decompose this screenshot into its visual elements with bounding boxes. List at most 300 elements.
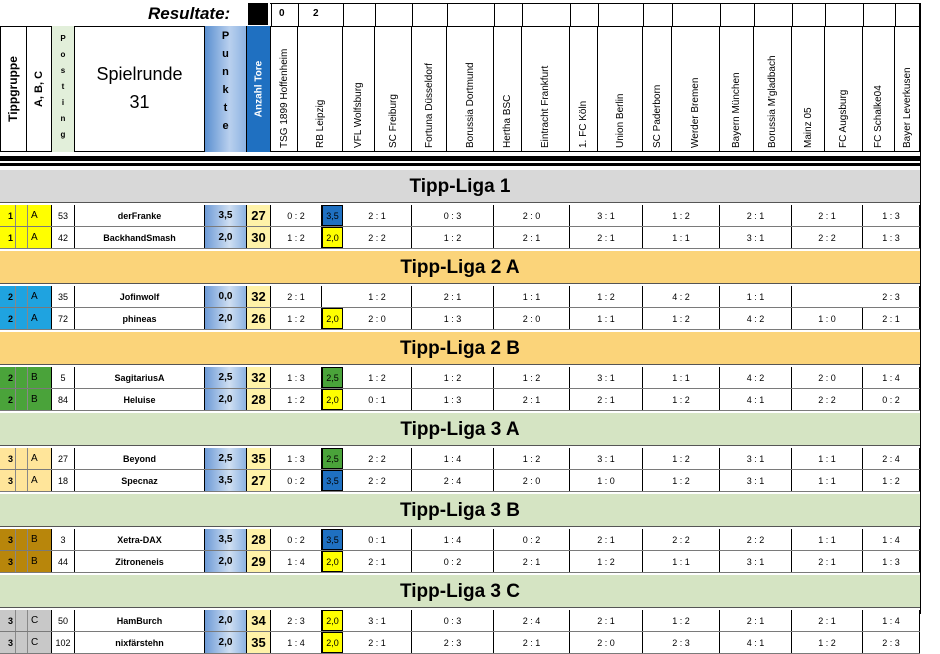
results-top-divider — [343, 3, 344, 26]
header-divider-2 — [0, 163, 920, 166]
row-divider — [0, 248, 920, 249]
group-number: 2 — [0, 286, 16, 307]
player-name: nixfärstehn — [75, 632, 205, 653]
punkte-value: 2,5 — [205, 448, 247, 469]
group-letter: A — [27, 448, 52, 469]
group-letter-pad — [16, 389, 27, 410]
player-name: Xetra-DAX — [75, 529, 205, 550]
punkte-value: 3,5 — [205, 529, 247, 550]
anzahl-tore-value: 27 — [247, 470, 271, 491]
tip-score: 1 : 2 — [494, 367, 570, 388]
tip-score: 0 : 2 — [271, 529, 322, 550]
tip-score: 1 : 3 — [271, 448, 322, 469]
posting-header-char: g — [60, 130, 66, 139]
group-number: 1 — [0, 227, 16, 248]
league-title: Tipp-Liga 3 B — [400, 499, 520, 521]
anzahl-tore-value: 35 — [247, 448, 271, 469]
results-top-divider — [825, 3, 826, 26]
punkte-value: 2,0 — [205, 389, 247, 410]
league-header — [0, 251, 920, 284]
tip-score: 1 : 1 — [720, 286, 792, 307]
tip-score: 2 : 0 — [494, 470, 570, 491]
anzahl-tore-value: 29 — [247, 551, 271, 572]
league-title: Tipp-Liga 2 A — [400, 256, 520, 278]
tip-score: 4 : 1 — [720, 632, 792, 653]
tip-score: 1 : 3 — [863, 551, 920, 572]
tip-score: 1 : 3 — [271, 367, 322, 388]
tip-score: 2 : 1 — [494, 632, 570, 653]
bonus-points: 2,0 — [322, 308, 343, 329]
tip-score: 2 : 0 — [343, 308, 412, 329]
results-top-divider — [375, 3, 376, 26]
group-letter-pad — [16, 205, 27, 226]
tip-score: 1 : 2 — [643, 610, 720, 631]
tip-score: 2 : 0 — [792, 367, 863, 388]
team-name: Eintracht Frankfurt — [540, 65, 551, 148]
anzahl-tore-value: 30 — [247, 227, 271, 248]
group-letter-pad — [16, 551, 27, 572]
tip-score: 2 : 1 — [412, 286, 494, 307]
tippgruppe-header — [0, 26, 27, 152]
tip-score: 1 : 2 — [271, 389, 322, 410]
punkte-value: 2,0 — [205, 610, 247, 631]
tip-score: 1 : 2 — [863, 470, 920, 491]
tip-score: 1 : 0 — [570, 470, 643, 491]
tip-score: 1 : 4 — [271, 632, 322, 653]
player-name: phineas — [75, 308, 205, 329]
results-top-divider — [863, 3, 864, 26]
posting-count: 42 — [52, 227, 75, 248]
tip-score: 1 : 1 — [792, 470, 863, 491]
team-name: Fortuna Düsseldorf — [423, 62, 435, 148]
tip-score: 0 : 2 — [863, 389, 920, 410]
result-value-2: 2 — [313, 8, 319, 19]
league-title: Tipp-Liga 3 C — [400, 580, 520, 602]
team-name: Union Berlin — [614, 93, 626, 148]
group-number: 3 — [0, 551, 16, 572]
anzahl-tore-value: 35 — [247, 632, 271, 653]
tip-score: 1 : 2 — [412, 227, 494, 248]
league-title: Tipp-Liga 3 A — [400, 418, 520, 440]
tip-score: 2 : 3 — [271, 610, 322, 631]
tip-score: 2 : 4 — [863, 448, 920, 469]
bonus-points: 2,0 — [322, 389, 343, 410]
tip-score: 2 : 1 — [570, 389, 643, 410]
punkte-value: 2,0 — [205, 227, 247, 248]
tip-score: 1 : 3 — [863, 227, 920, 248]
group-letter-pad — [16, 632, 27, 653]
league-header — [0, 575, 920, 608]
posting-count: 18 — [52, 470, 75, 491]
punkte-value: 2,0 — [205, 632, 247, 653]
tip-score: 0 : 1 — [343, 389, 412, 410]
tip-score: 4 : 2 — [720, 367, 792, 388]
posting-count: 50 — [52, 610, 75, 631]
tip-score: 2 : 2 — [720, 529, 792, 550]
anzahl-tore-value: 27 — [247, 205, 271, 226]
results-top-frame — [270, 3, 920, 26]
tip-score: 3 : 1 — [570, 367, 643, 388]
anzahl-tore-header — [247, 26, 271, 152]
tip-score: 2 : 1 — [494, 227, 570, 248]
tip-score: 0 : 2 — [271, 205, 322, 226]
posting-header-char: o — [60, 50, 66, 59]
tip-score: 2 : 1 — [863, 308, 920, 329]
anzahl-tore-value: 28 — [247, 389, 271, 410]
punkte-value: 3,5 — [205, 205, 247, 226]
team-name: FC Augsburg — [838, 89, 849, 148]
team-header — [522, 26, 570, 152]
tip-score: 3 : 1 — [343, 610, 412, 631]
tip-score: 2 : 4 — [412, 470, 494, 491]
player-name: derFranke — [75, 205, 205, 226]
posting-header — [52, 26, 75, 152]
spielrunde-header — [75, 26, 205, 152]
bonus-points: 2,0 — [322, 632, 343, 653]
anzahl-tore-label: Anzahl Tore — [253, 60, 264, 118]
tip-score: 2 : 4 — [494, 610, 570, 631]
team-header — [754, 26, 792, 152]
team-header — [643, 26, 672, 152]
tip-score: 3 : 1 — [720, 551, 792, 572]
tip-score: 1 : 2 — [643, 470, 720, 491]
abc-header — [27, 26, 52, 152]
tip-score: 2 : 1 — [792, 610, 863, 631]
tip-score: 3 : 1 — [720, 227, 792, 248]
bonus-points: 3,5 — [322, 529, 343, 550]
league-title: Tipp-Liga 2 B — [400, 337, 520, 359]
tip-score: 0 : 3 — [412, 610, 494, 631]
punkte-value: 2,0 — [205, 551, 247, 572]
player-name: SagitariusA — [75, 367, 205, 388]
group-letter-pad — [16, 448, 27, 469]
tip-score: 2 : 3 — [863, 632, 920, 653]
tip-score: 1 : 4 — [863, 529, 920, 550]
league-header — [0, 413, 920, 446]
tip-score: 1 : 3 — [412, 308, 494, 329]
spielrunde-number: 31 — [129, 92, 150, 112]
group-letter: A — [27, 470, 52, 491]
results-top-divider — [271, 3, 272, 26]
punkte-value: 0,0 — [205, 286, 247, 307]
team-header — [672, 26, 720, 152]
player-name: Heluise — [75, 389, 205, 410]
player-name: BackhandSmash — [75, 227, 205, 248]
anzahl-tore-value: 34 — [247, 610, 271, 631]
league-header — [0, 494, 920, 527]
bonus-points: 2,5 — [322, 367, 343, 388]
team-header — [271, 26, 298, 152]
group-number: 2 — [0, 308, 16, 329]
anzahl-tore-value: 32 — [247, 367, 271, 388]
tip-score: 4 : 2 — [643, 286, 720, 307]
tip-score: 2 : 0 — [494, 308, 570, 329]
team-header — [720, 26, 754, 152]
posting-header-char: n — [60, 114, 66, 123]
group-letter: B — [27, 551, 52, 572]
posting-count: 102 — [52, 632, 75, 653]
tip-score: 1 : 1 — [792, 529, 863, 550]
group-letter-pad — [16, 308, 27, 329]
team-name: Hertha BSC — [502, 94, 513, 148]
punkte-value: 2,5 — [205, 367, 247, 388]
team-name: Bayer Leverkusen — [901, 67, 913, 148]
row-divider — [0, 329, 920, 330]
tip-score: 1 : 2 — [494, 448, 570, 469]
posting-count: 72 — [52, 308, 75, 329]
tip-score: 0 : 2 — [412, 551, 494, 572]
tip-score: 2 : 1 — [343, 205, 412, 226]
group-letter: C — [27, 632, 52, 653]
team-name: TSG 1899 Hoffenheim — [278, 48, 290, 148]
tip-score: 1 : 2 — [643, 308, 720, 329]
bonus-points: 3,5 — [322, 205, 343, 226]
results-top-divider — [522, 3, 523, 26]
row-divider — [0, 572, 920, 573]
tip-score: 1 : 2 — [343, 286, 412, 307]
results-top-divider — [643, 3, 644, 26]
team-header — [412, 26, 447, 152]
tip-score: 0 : 2 — [271, 470, 322, 491]
team-name: 1. FC Köln — [578, 100, 589, 148]
posting-header-char: s — [60, 66, 66, 75]
group-number: 3 — [0, 470, 16, 491]
tip-score: 1 : 2 — [643, 205, 720, 226]
punkte-header-char: e — [222, 120, 229, 132]
tip-score: 2 : 1 — [494, 551, 570, 572]
tip-score: 2 : 2 — [343, 227, 412, 248]
results-top-divider — [672, 3, 673, 26]
tip-score: 1 : 2 — [570, 286, 643, 307]
group-letter-pad — [16, 286, 27, 307]
group-number: 1 — [0, 205, 16, 226]
team-name: Mainz 05 — [802, 107, 814, 148]
tip-score: 2 : 2 — [792, 389, 863, 410]
group-letter: C — [27, 610, 52, 631]
group-letter-pad — [16, 529, 27, 550]
result-value-1: 0 — [279, 8, 285, 19]
posting-count: 53 — [52, 205, 75, 226]
tip-score: 1 : 2 — [271, 227, 322, 248]
tip-score: 1 : 2 — [570, 551, 643, 572]
team-name: Bayern München — [731, 72, 742, 148]
results-top-divider — [412, 3, 413, 26]
group-letter-pad — [16, 367, 27, 388]
tip-score: 1 : 4 — [412, 448, 494, 469]
resultate-black-box — [248, 3, 268, 25]
group-number: 3 — [0, 632, 16, 653]
tip-score: 2 : 1 — [792, 205, 863, 226]
results-top-divider — [298, 3, 299, 26]
punkte-header-char: u — [222, 48, 229, 60]
group-letter: B — [27, 529, 52, 550]
team-name: RB Leipzig — [314, 99, 326, 148]
punkte-header-char: k — [222, 84, 229, 96]
anzahl-tore-value: 32 — [247, 286, 271, 307]
tip-score: 2 : 3 — [863, 286, 920, 307]
player-name: Jofinwolf — [75, 286, 205, 307]
tip-score: 1 : 4 — [863, 367, 920, 388]
bonus-points: 3,5 — [322, 470, 343, 491]
tip-score: 2 : 1 — [720, 205, 792, 226]
tip-score: 1 : 4 — [412, 529, 494, 550]
group-number: 2 — [0, 367, 16, 388]
group-letter: A — [27, 205, 52, 226]
group-letter-pad — [16, 610, 27, 631]
group-letter: A — [27, 308, 52, 329]
group-number: 3 — [0, 448, 16, 469]
tip-score: 1 : 1 — [643, 551, 720, 572]
posting-count: 27 — [52, 448, 75, 469]
tip-score: 2 : 3 — [412, 632, 494, 653]
punkte-header-char: P — [221, 30, 230, 42]
bonus-points: 2,0 — [322, 227, 343, 248]
tip-score: 1 : 2 — [343, 367, 412, 388]
tip-score: 2 : 2 — [792, 227, 863, 248]
team-header — [494, 26, 522, 152]
posting-count: 44 — [52, 551, 75, 572]
tip-score: 2 : 2 — [643, 529, 720, 550]
punkte-header-char: t — [223, 102, 228, 114]
tip-score: 1 : 3 — [863, 205, 920, 226]
bonus-points: 2,5 — [322, 448, 343, 469]
group-letter-pad — [16, 227, 27, 248]
results-top-divider — [895, 3, 896, 26]
resultate-label: Resultate: — [148, 4, 231, 23]
tip-score: 1 : 2 — [792, 632, 863, 653]
team-header — [792, 26, 825, 152]
posting-count: 84 — [52, 389, 75, 410]
tip-score: 2 : 1 — [570, 227, 643, 248]
tip-score: 1 : 1 — [643, 227, 720, 248]
team-header — [863, 26, 895, 152]
tip-score: 1 : 1 — [494, 286, 570, 307]
results-top-divider — [920, 3, 921, 26]
results-top-divider — [570, 3, 571, 26]
tip-score: 1 : 2 — [643, 389, 720, 410]
posting-header-char: i — [61, 98, 65, 107]
posting-count: 3 — [52, 529, 75, 550]
tip-score: 2 : 3 — [643, 632, 720, 653]
tip-score: 4 : 1 — [720, 389, 792, 410]
tip-score: 2 : 1 — [720, 610, 792, 631]
punkte-header — [205, 26, 247, 152]
tippgruppe-header-label: Tippgruppe — [6, 56, 20, 122]
group-letter: A — [27, 227, 52, 248]
team-header — [825, 26, 863, 152]
row-divider — [0, 410, 920, 411]
tip-score: 2 : 0 — [494, 205, 570, 226]
tip-score: 0 : 2 — [494, 529, 570, 550]
tip-score: 0 : 1 — [343, 529, 412, 550]
group-letter: B — [27, 389, 52, 410]
player-name: Beyond — [75, 448, 205, 469]
tip-score: 2 : 1 — [494, 389, 570, 410]
group-number: 3 — [0, 610, 16, 631]
bonus-points: 2,0 — [322, 551, 343, 572]
tip-score: 3 : 1 — [570, 205, 643, 226]
group-number: 3 — [0, 529, 16, 550]
player-name: Zitroneneis — [75, 551, 205, 572]
tip-score: 1 : 1 — [570, 308, 643, 329]
team-header — [570, 26, 598, 152]
tip-score: 1 : 4 — [863, 610, 920, 631]
tip-score: 2 : 0 — [570, 632, 643, 653]
tip-score: 2 : 1 — [271, 286, 322, 307]
team-name: FC Schalke04 — [873, 85, 884, 148]
player-name: HamBurch — [75, 610, 205, 631]
tip-score: 2 : 1 — [792, 551, 863, 572]
team-name: Borussia M'gladbach — [767, 55, 778, 148]
tip-score: 1 : 1 — [792, 448, 863, 469]
tip-score: 0 : 3 — [412, 205, 494, 226]
tip-score: 4 : 2 — [720, 308, 792, 329]
team-header — [375, 26, 412, 152]
tip-score: 2 : 1 — [343, 632, 412, 653]
tip-score: 2 : 1 — [343, 551, 412, 572]
tip-score: 1 : 1 — [643, 367, 720, 388]
team-name: SC Paderborn — [651, 84, 663, 148]
group-letter: B — [27, 367, 52, 388]
team-name: Werder Bremen — [690, 77, 701, 148]
tip-score: 1 : 2 — [271, 308, 322, 329]
tip-score: 2 : 2 — [343, 470, 412, 491]
team-header — [343, 26, 375, 152]
posting-header-char: P — [60, 34, 66, 43]
tip-score: 3 : 1 — [720, 470, 792, 491]
tip-score: 1 : 2 — [643, 448, 720, 469]
bonus-points: 2,0 — [322, 610, 343, 631]
league-header — [0, 332, 920, 365]
player-name: Specnaz — [75, 470, 205, 491]
results-top-divider — [720, 3, 721, 26]
team-name: Borussia Dortmund — [464, 62, 476, 148]
header-divider — [0, 156, 920, 161]
tip-score: 1 : 0 — [792, 308, 863, 329]
punkte-value: 2,0 — [205, 308, 247, 329]
tip-score: 1 : 4 — [271, 551, 322, 572]
results-top-divider — [447, 3, 448, 26]
team-header — [447, 26, 494, 152]
tip-score: 2 : 1 — [570, 610, 643, 631]
results-top-divider — [598, 3, 599, 26]
right-border — [920, 26, 921, 614]
tip-score: 1 : 3 — [412, 389, 494, 410]
league-title: Tipp-Liga 1 — [409, 175, 511, 197]
row-divider — [0, 491, 920, 492]
punkte-header-char: n — [222, 66, 229, 78]
results-top-divider — [494, 3, 495, 26]
league-header — [0, 170, 920, 203]
team-name: SC Freiburg — [387, 94, 399, 148]
posting-count: 5 — [52, 367, 75, 388]
tip-score: 3 : 1 — [720, 448, 792, 469]
anzahl-tore-value: 26 — [247, 308, 271, 329]
tip-score: 3 : 1 — [570, 448, 643, 469]
posting-header-char: t — [61, 82, 65, 91]
tip-score: 2 : 2 — [343, 448, 412, 469]
tip-score: 2 : 1 — [570, 529, 643, 550]
punkte-value: 3,5 — [205, 470, 247, 491]
tip-score: 1 : 2 — [412, 367, 494, 388]
anzahl-tore-value: 28 — [247, 529, 271, 550]
team-header — [895, 26, 920, 152]
group-letter-pad — [16, 470, 27, 491]
spielrunde-label: Spielrunde — [96, 64, 183, 84]
team-header — [598, 26, 643, 152]
team-name: VFL Wolfsburg — [353, 82, 364, 148]
abc-header-label: A, B, C — [33, 70, 45, 108]
